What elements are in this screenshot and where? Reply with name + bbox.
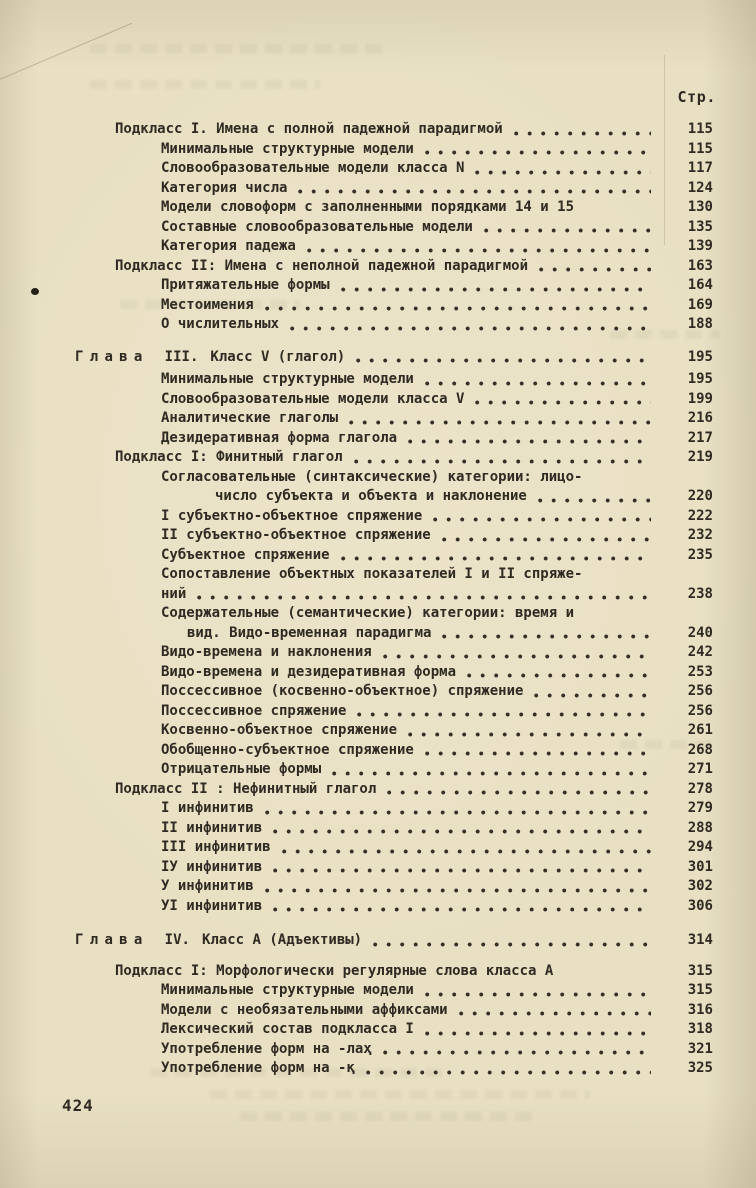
dot-leader bbox=[467, 673, 651, 678]
toc-entry-page: 261 bbox=[687, 722, 713, 738]
toc-entry-label: Аналитические глаголы bbox=[161, 410, 339, 426]
toc-row bbox=[75, 760, 713, 780]
toc-entry-page: 117 bbox=[687, 160, 713, 176]
toc-row bbox=[75, 179, 713, 199]
toc-entry-label: Сопоставление объектных показателей I и II спряже- bbox=[161, 566, 583, 582]
dot-leader bbox=[433, 517, 651, 522]
toc-row bbox=[75, 315, 713, 335]
toc-row bbox=[75, 1040, 713, 1060]
dot-leader bbox=[357, 712, 651, 717]
dot-leader bbox=[383, 1050, 651, 1055]
dot-leader bbox=[273, 907, 651, 912]
toc-entry-label: Употребление форм на -қ bbox=[161, 1060, 355, 1076]
toc-row bbox=[75, 526, 713, 546]
toc-entry-label: УI инфинитив bbox=[161, 897, 263, 914]
toc-entry-label: IУ инфинитив bbox=[161, 858, 263, 875]
toc-entry-label-continuation: ний bbox=[161, 585, 187, 602]
toc-row bbox=[75, 604, 713, 624]
dot-leader bbox=[425, 751, 651, 756]
toc-entry-label: I субъектно-объектное спряжение bbox=[161, 507, 423, 524]
toc-row bbox=[75, 468, 713, 488]
toc-entry-page: 163 bbox=[687, 257, 713, 274]
dot-leader bbox=[425, 992, 651, 997]
toc-row bbox=[75, 897, 713, 917]
toc-entry-label-continuation: число субъекта и объекта и наклонение bbox=[215, 488, 527, 504]
dot-leader bbox=[356, 358, 651, 363]
dot-leader bbox=[475, 170, 651, 175]
toc-entry-label: Минимальные структурные модели bbox=[161, 371, 414, 387]
paper-crease bbox=[0, 23, 132, 83]
toc-entry-page: 216 bbox=[687, 410, 713, 426]
dot-leader bbox=[585, 209, 651, 214]
chapter-word: Глава bbox=[75, 932, 149, 948]
dot-leader bbox=[373, 942, 651, 947]
toc-entry-label: Модели словоформ с заполненными порядками 14 и 15 bbox=[161, 199, 575, 215]
toc-entry-page: 253 bbox=[687, 663, 713, 680]
toc-entry-page: 316 bbox=[687, 1001, 713, 1018]
toc-row bbox=[75, 962, 713, 982]
dot-leader bbox=[564, 972, 651, 977]
toc-row bbox=[75, 159, 713, 179]
toc-row bbox=[75, 1020, 713, 1040]
toc-gap bbox=[75, 335, 713, 348]
toc-entry-label: Поссессивное (косвенно-объектное) спряжение bbox=[161, 683, 524, 699]
toc-row bbox=[75, 140, 713, 160]
dot-leader bbox=[442, 634, 651, 639]
toc-row bbox=[75, 296, 713, 316]
dot-leader bbox=[539, 267, 651, 272]
dot-leader bbox=[354, 459, 651, 464]
toc-row bbox=[75, 409, 713, 429]
toc-entry-label: Лексический состав подкласса I bbox=[161, 1021, 414, 1037]
toc-entry-label: У инфинитив bbox=[161, 878, 254, 894]
dot-leader bbox=[366, 1070, 651, 1075]
toc-entry-label: Видо-времена и дезидеративная форма bbox=[161, 663, 457, 680]
toc-entry-label: Содержательные (семантические) категории: время и bbox=[161, 605, 575, 621]
toc-row bbox=[75, 120, 713, 140]
toc-row bbox=[75, 643, 713, 663]
toc-entry-page: 235 bbox=[687, 546, 713, 563]
toc-entry-page: 220 bbox=[687, 488, 713, 504]
chapter-word: Глава bbox=[75, 348, 149, 365]
dot-leader bbox=[383, 654, 651, 659]
toc-entry-label: Подкласс II: Имена с неполной падежной парадигмой bbox=[115, 257, 529, 274]
toc-entry-page: 271 bbox=[687, 761, 713, 777]
toc-entry-page: 318 bbox=[687, 1021, 713, 1037]
toc-entry-label: Словообразовательные модели класса N bbox=[161, 160, 465, 176]
toc-entry-page: 294 bbox=[687, 839, 713, 855]
toc-row bbox=[75, 546, 713, 566]
toc-row bbox=[75, 877, 713, 897]
toc-entry-label: II субъектно-объектное спряжение bbox=[161, 527, 431, 543]
dot-leader bbox=[538, 498, 651, 503]
toc-row bbox=[75, 981, 713, 1001]
toc-entry-label: Видо-времена и наклонения bbox=[161, 644, 372, 660]
dot-leader bbox=[282, 849, 651, 854]
toc-entry-page: 232 bbox=[687, 527, 713, 543]
toc-entry-page: 302 bbox=[687, 878, 713, 894]
toc-entry-label: Словообразовательные модели класса V bbox=[161, 390, 465, 407]
toc-entry-page: 256 bbox=[687, 702, 713, 719]
page-column-header: Стр. bbox=[677, 88, 716, 106]
toc-entry-page: 288 bbox=[687, 819, 713, 836]
dot-leader bbox=[475, 400, 651, 405]
toc-row bbox=[75, 799, 713, 819]
toc-row bbox=[75, 702, 713, 722]
toc-row bbox=[75, 1001, 713, 1021]
toc-entry-page: 139 bbox=[687, 238, 713, 254]
toc-entry-page: 306 bbox=[687, 897, 713, 914]
dot-leader bbox=[265, 888, 651, 893]
dot-leader bbox=[408, 732, 651, 737]
toc-entry-label: III инфинитив bbox=[161, 839, 271, 855]
toc-row bbox=[75, 682, 713, 702]
dot-leader bbox=[197, 595, 651, 600]
toc-entry-page: 199 bbox=[687, 390, 713, 407]
dot-leader bbox=[514, 131, 651, 136]
chapter-number: III. bbox=[164, 348, 199, 365]
toc-row bbox=[75, 370, 713, 390]
toc-entry-page: 195 bbox=[687, 371, 713, 387]
toc-entry-page: 238 bbox=[687, 585, 713, 602]
toc-entry-label: Минимальные структурные модели bbox=[161, 982, 414, 998]
toc-row bbox=[75, 276, 713, 296]
dot-leader bbox=[425, 1031, 651, 1036]
toc-entry-page: 188 bbox=[687, 316, 713, 332]
toc-entry-page: 268 bbox=[687, 741, 713, 758]
toc-entry-label: Субъектное спряжение bbox=[161, 546, 330, 563]
toc-row bbox=[75, 931, 713, 951]
toc-entry-label: Модели с необязательными аффиксами bbox=[161, 1001, 448, 1018]
dot-leader bbox=[265, 306, 651, 311]
toc-entry-page: 325 bbox=[687, 1060, 713, 1076]
toc-entry-label: Обобщенно-субъектное спряжение bbox=[161, 741, 414, 758]
toc-entry-page: 219 bbox=[687, 449, 713, 465]
toc-entry-label: Категория числа bbox=[161, 179, 288, 196]
toc-entry-label: Отрицательные формы bbox=[161, 761, 322, 777]
toc-entry-page: 164 bbox=[687, 277, 713, 293]
toc-entry-label: Составные словообразовательные модели bbox=[161, 218, 473, 235]
toc-entry-page: 315 bbox=[687, 982, 713, 998]
dot-leader bbox=[442, 537, 651, 542]
dot-leader bbox=[459, 1011, 651, 1016]
toc-entry-page: 256 bbox=[687, 683, 713, 699]
dot-leader bbox=[332, 771, 651, 776]
bleed-through-mark bbox=[90, 80, 320, 89]
dot-leader bbox=[265, 810, 651, 815]
toc-entry-page: 301 bbox=[687, 858, 713, 875]
bleed-through-mark bbox=[90, 44, 390, 53]
toc-row bbox=[75, 780, 713, 800]
toc-gap bbox=[75, 951, 713, 962]
toc-entry-label: Употребление форм на -лаҳ bbox=[161, 1040, 372, 1057]
toc-entry-label: II инфинитив bbox=[161, 819, 263, 836]
toc-row bbox=[75, 663, 713, 683]
bleed-through-mark bbox=[240, 1112, 540, 1121]
chapter-title: Класс А (Адъективы) bbox=[201, 932, 363, 948]
toc-row bbox=[75, 741, 713, 761]
toc-entry-label: Косвенно-объектное спряжение bbox=[161, 722, 398, 738]
toc-entry-page: 315 bbox=[687, 962, 713, 979]
chapter-title: Класс V (глагол) bbox=[210, 348, 346, 365]
toc-entry-page: 222 bbox=[687, 507, 713, 524]
toc-row bbox=[75, 348, 713, 368]
toc-entry-page: 130 bbox=[687, 199, 713, 215]
dot-leader bbox=[290, 326, 651, 331]
toc-entry-page: 321 bbox=[687, 1040, 713, 1057]
toc-entry-page: 242 bbox=[687, 644, 713, 660]
toc-row bbox=[75, 624, 713, 644]
toc-entry-page: 240 bbox=[687, 624, 713, 641]
dot-leader bbox=[298, 189, 651, 194]
toc-entry-label: Согласовательные (синтаксические) категории: лицо- bbox=[161, 468, 583, 485]
toc-entry-page: 169 bbox=[687, 296, 713, 313]
toc-entry-page: 135 bbox=[687, 218, 713, 235]
chapter-number: IV. bbox=[164, 932, 190, 948]
toc-entry-page: 314 bbox=[687, 932, 713, 948]
dot-leader bbox=[425, 150, 651, 155]
toc-entry-label: Подкласс II : Нефинитный глагол bbox=[115, 780, 377, 797]
ink-dot bbox=[31, 288, 39, 295]
toc-entry-label: Поссессивное спряжение bbox=[161, 702, 347, 719]
toc-row bbox=[75, 721, 713, 741]
toc-row bbox=[75, 218, 713, 238]
toc-entry-label: I инфинитив bbox=[161, 800, 254, 816]
dot-leader bbox=[534, 693, 651, 698]
toc-row bbox=[75, 429, 713, 449]
toc-entry-page: 115 bbox=[687, 140, 713, 157]
toc-entry-label: О числительных bbox=[161, 316, 280, 332]
toc-row bbox=[75, 257, 713, 277]
toc-row bbox=[75, 838, 713, 858]
toc-entry-label: Подкласс I: Финитный глагол bbox=[115, 449, 343, 465]
dot-leader bbox=[425, 381, 651, 386]
toc-entry-label: Подкласс I. Имена с полной падежной парадигмой bbox=[115, 121, 503, 137]
toc-row bbox=[75, 507, 713, 527]
toc-row bbox=[75, 858, 713, 878]
dot-leader bbox=[341, 287, 651, 292]
toc-entry-page: 195 bbox=[687, 348, 713, 365]
toc-entry-page: 217 bbox=[687, 429, 713, 446]
toc-entry-label: Дезидеративная форма глагола bbox=[161, 429, 398, 446]
toc-entries bbox=[75, 120, 713, 1079]
toc-entry-page: 279 bbox=[687, 800, 713, 816]
toc-entry-label: Местоимения bbox=[161, 296, 254, 313]
dot-leader bbox=[349, 420, 651, 425]
toc-row bbox=[75, 198, 713, 218]
dot-leader bbox=[307, 248, 651, 253]
toc-entry-page: 115 bbox=[687, 121, 713, 137]
toc-row bbox=[75, 565, 713, 585]
toc-row bbox=[75, 1059, 713, 1079]
dot-leader bbox=[273, 829, 651, 834]
dot-leader bbox=[273, 868, 651, 873]
dot-leader bbox=[408, 439, 651, 444]
toc-row bbox=[75, 819, 713, 839]
folio-page-number: 424 bbox=[62, 1096, 94, 1115]
toc-row bbox=[75, 237, 713, 257]
toc-entry-label: Минимальные структурные модели bbox=[161, 140, 414, 157]
dot-leader bbox=[484, 228, 651, 233]
toc-row bbox=[75, 585, 713, 605]
bleed-through-mark bbox=[210, 1090, 590, 1099]
toc-entry-label-continuation: вид. Видо-временная парадигма bbox=[187, 624, 432, 641]
toc-entry-label: Притяжательные формы bbox=[161, 277, 330, 293]
toc-entry-label: Категория падежа bbox=[161, 238, 296, 254]
toc-row bbox=[75, 487, 713, 507]
toc-entry-page: 278 bbox=[687, 780, 713, 797]
toc-row bbox=[75, 390, 713, 410]
toc-entry-page: 124 bbox=[687, 179, 713, 196]
dot-leader bbox=[341, 556, 651, 561]
toc-entry-label: Подкласс I: Морфологически регулярные слова класса А bbox=[115, 962, 554, 979]
toc-row bbox=[75, 448, 713, 468]
toc-gap bbox=[75, 916, 713, 931]
dot-leader bbox=[387, 790, 651, 795]
